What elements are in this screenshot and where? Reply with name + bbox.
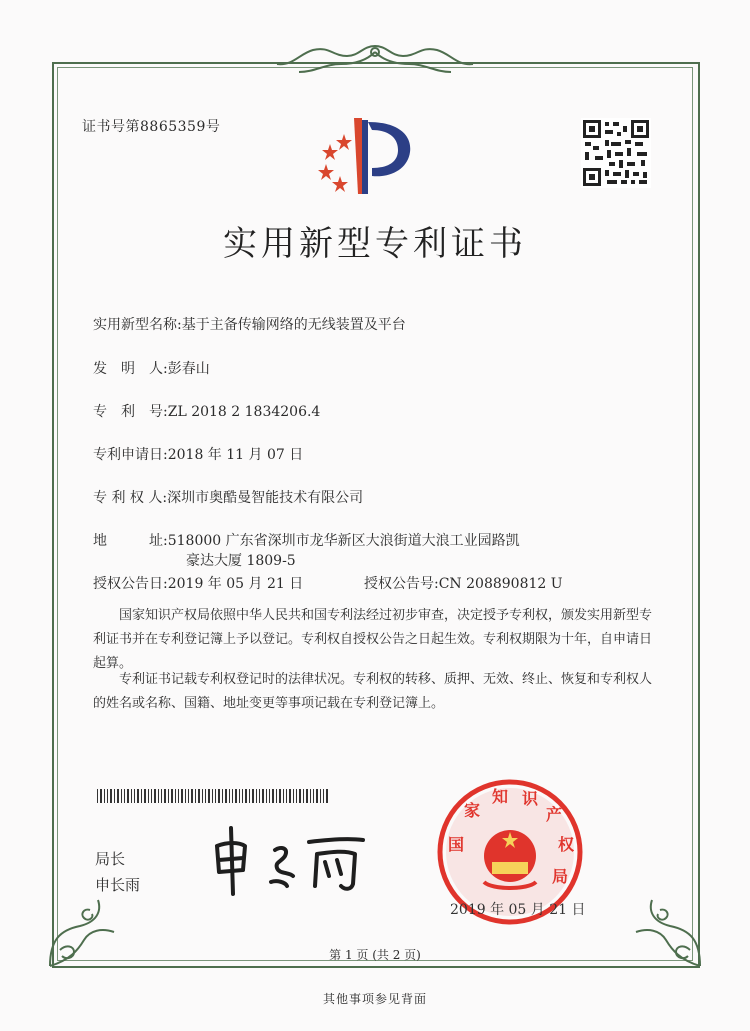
svg-text:产: 产 (546, 805, 563, 824)
patentee-label: 专 利 权 人: (93, 490, 168, 506)
address-line-1: 518000 广东省深圳市龙华新区大浪街道大浪工业园路凯 (167, 533, 520, 549)
address-label: 地 址: (93, 533, 168, 549)
address-line-2: 豪达大厦 1809-5 (186, 553, 296, 569)
svg-text:家: 家 (464, 801, 481, 820)
commissioner-name: 申长雨 (95, 876, 141, 894)
page-number: 第 1 页 (共 2 页) (329, 948, 421, 962)
footer-note: 其他事项参见背面 (322, 992, 427, 1006)
grant-date-label: 授权公告日: (93, 576, 168, 592)
handwritten-signature-icon (205, 820, 375, 904)
qr-code-icon (581, 118, 651, 188)
grant-number-row (364, 574, 563, 594)
certificate-number: 证书号第8865359号 (82, 119, 221, 135)
svg-text:权: 权 (558, 835, 575, 854)
svg-text:局: 局 (552, 867, 569, 886)
patent-number-label: 专 利 号: (93, 404, 168, 420)
patent-number-value: ZL 2018 2 1834206.4 (167, 404, 321, 420)
seal-date: 2019 年 05 月 21 日 (450, 902, 586, 918)
patentee-value: 深圳市奥酷曼智能技术有限公司 (167, 490, 364, 506)
barcode-icon (97, 788, 329, 802)
svg-text:识: 识 (522, 789, 539, 808)
inventor-label: 发 明 人: (93, 361, 168, 377)
filing-date-label: 专利申请日: (93, 447, 168, 463)
patentee-row (93, 488, 363, 508)
commissioner-title: 局长 (95, 850, 126, 868)
filing-date-value: 2018 年 11 月 07 日 (167, 447, 304, 463)
grant-date-row (93, 574, 303, 594)
svg-text:知: 知 (492, 787, 509, 806)
address-row (93, 531, 520, 551)
patent-number-row (93, 402, 320, 422)
model-name-row (93, 315, 406, 335)
grant-number-value: CN 208890812 U (438, 576, 563, 592)
inventor-row (93, 359, 210, 379)
filing-date-row (93, 445, 303, 465)
grant-date-value: 2019 年 05 月 21 日 (167, 576, 304, 592)
grant-number-label: 授权公告号: (364, 576, 439, 592)
inventor-value: 彭春山 (167, 361, 210, 377)
patent-office-emblem-icon (310, 114, 422, 202)
model-name-label: 实用新型名称: (93, 317, 182, 333)
certificate-title: 实用新型专利证书 (223, 224, 527, 264)
grant-statement-paragraph: 国家知识产权局依照中华人民共和国专利法经过初步审查，决定授予专利权，颁发实用新型专利证书并在专利登记簿上予以登记。专利权自授权公告之日起生效。专利权期限为十年，自申请日起算。 (93, 608, 653, 671)
svg-text:国: 国 (448, 835, 465, 854)
model-name-value: 基于主备传输网络的无线装置及平台 (181, 317, 406, 333)
address-line-2-row (186, 551, 296, 571)
legal-status-paragraph: 专利证书记载专利权登记时的法律状况。专利权的转移、质押、无效、终止、恢复和专利权人的姓名或名称、国籍、地址变更等事项记载在专利登记簿上。 (93, 672, 653, 711)
top-ornament-icon (263, 42, 487, 78)
